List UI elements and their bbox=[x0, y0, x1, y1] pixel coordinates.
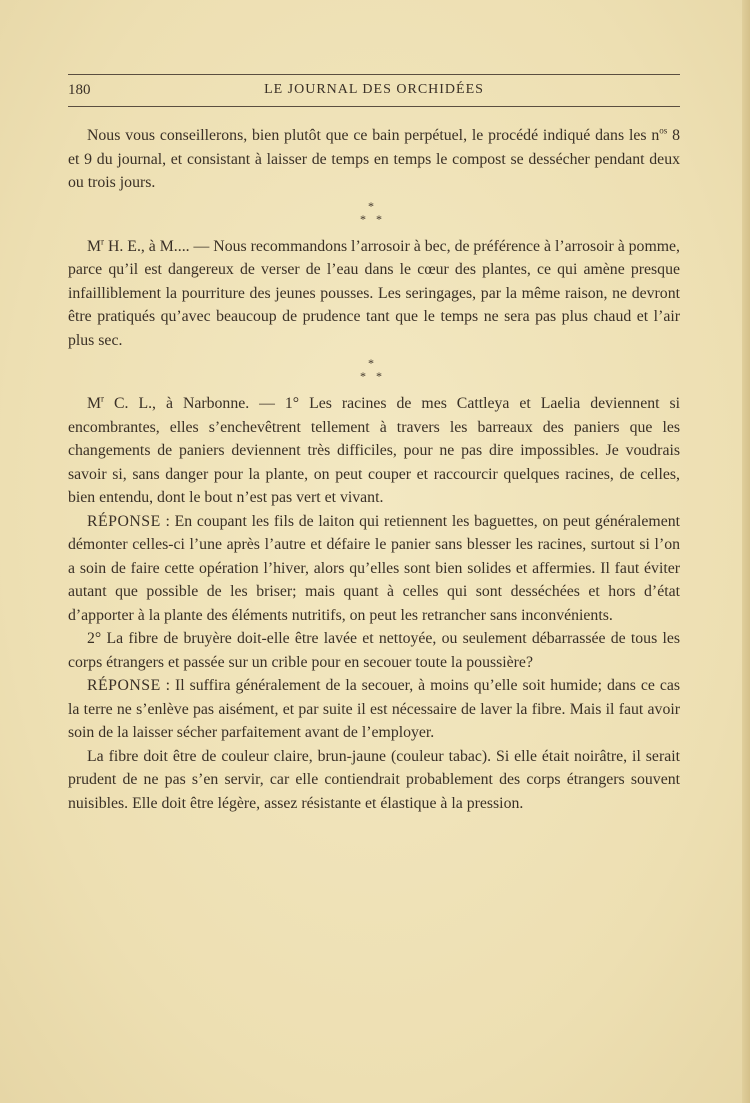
superscript: r bbox=[101, 393, 105, 404]
paragraph-p4 bbox=[68, 510, 680, 628]
page-number: 180 bbox=[68, 82, 91, 98]
paragraph-p3 bbox=[68, 392, 680, 510]
text-segment: M bbox=[87, 237, 102, 255]
text-segment: Nous vous conseillerons, bien plutôt que ce bain perpétuel, le procédé indiqué dans les n bbox=[87, 127, 660, 144]
text-segment: : Il suffira généralement de la secouer, à moins qu’elle soit humide; dans ce cas la terre ne s’enlève pas aisément, et par suite il est nécessaire de laver la fibre. Mais il faut avoir soin de la laisser sécher parfaitement avant de l’employer. bbox=[68, 677, 680, 741]
asterisk-mark: * bbox=[360, 211, 366, 226]
page-edge bbox=[742, 0, 750, 1103]
header-rule-bottom bbox=[68, 106, 680, 107]
page-header bbox=[68, 82, 680, 102]
asterisk-mark: * bbox=[368, 198, 374, 213]
asterisk-mark: * bbox=[368, 356, 374, 370]
running-head: LE JOURNAL DES ORCHIDÉES bbox=[264, 82, 484, 97]
paragraph-p7 bbox=[68, 745, 680, 816]
text-segment: : En coupant les fils de laiton qui retiennent les baguettes, on peut généralement démonter celles-ci l’une après l’autre et défaire le panier sans blesser les racines, surtout si l’on a soin de faire cette opération l’hiver, alors qu’elles sont bien solides et affermies. Il faut éviter autant que possible de les briser; mais quant à celles qui sont desséchées et hors d’état d’apporter à la plante des éléments nutritifs, on peut les retrancher sans inconvénients. bbox=[68, 512, 680, 624]
body-text bbox=[68, 124, 680, 815]
asterisk-mark: * bbox=[360, 369, 366, 383]
reponse-label: RÉPONSE bbox=[87, 677, 161, 694]
superscript: os bbox=[659, 125, 668, 136]
asterisk-mark: * bbox=[376, 211, 382, 226]
asterisk-mark: * bbox=[376, 369, 382, 383]
paragraph-p6 bbox=[68, 674, 680, 745]
paragraph-p1 bbox=[68, 124, 680, 195]
asterism-separator bbox=[68, 197, 680, 235]
paragraph-p2 bbox=[68, 235, 680, 353]
reponse-label: RÉPONSE bbox=[87, 512, 161, 530]
text-segment: M bbox=[87, 395, 102, 412]
text-segment: La fibre doit être de couleur claire, brun-jaune (couleur tabac). Si elle était noirâtre, il serait prudent de ne pas s’en servir, car elle contiendrait probablement des corps étrangers souvent nuisibles. Elle doit être légère, assez résistante et élastique à la pression. bbox=[68, 747, 680, 812]
superscript: r bbox=[101, 236, 105, 247]
text-segment: 8 et 9 du journal, et consistant à laisser de temps en temps le compost se dessécher pendant deux ou trois jours. bbox=[68, 127, 680, 191]
text-segment: H. E., à M.... — Nous recommandons l’arrosoir à bec, de préférence à l’arrosoir à pomme, parce qu’il est dangereux de verser de l’eau dans le cœur des plantes, ce qui amène presque infailliblement la pourriture des jeunes pousses. Les seringages, par la même raison, ne devront être pratiqués qu’avec beaucoup de prudence tant que le temps ne sera pas plus chaud et l’air plus sec. bbox=[68, 237, 680, 349]
asterism-separator bbox=[68, 354, 680, 392]
paragraph-p5 bbox=[68, 627, 680, 674]
text-segment: C. L., à Narbonne. — 1° Les racines de mes Cattleya et Laelia deviennent si encombrantes, elles s’enchevêtrent tellement à travers les barreaux des paniers que les changements de paniers deviennent très difficiles, pour ne pas dire impossibles. Je voudrais savoir si, sans danger pour la plante, on peut couper et raccourcir quelques racines, de celles, bien entendu, dont le bout n’est pas vert et vivant. bbox=[68, 395, 680, 506]
text-segment: 2° La fibre de bruyère doit-elle être lavée et nettoyée, ou seulement débarrassée de tous les corps étrangers et passée sur un crible pour en secouer toute la poussière? bbox=[68, 630, 680, 671]
header-rule-top bbox=[68, 74, 680, 75]
